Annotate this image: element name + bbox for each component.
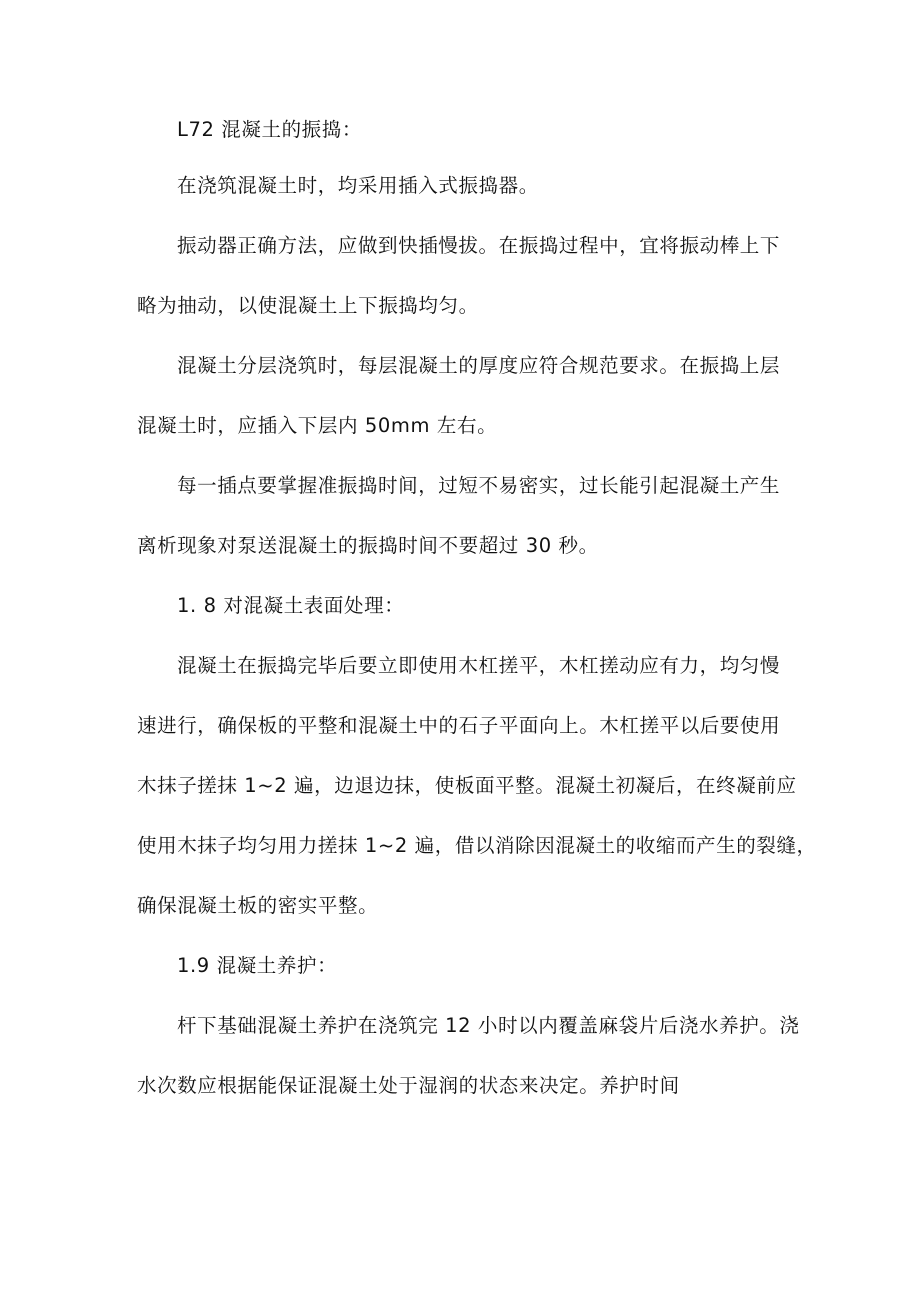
paragraph-line: 振动器正确方法，应做到快插慢拔。在振捣过程中，宜将振动棒上下 <box>177 234 781 257</box>
section-heading-curing: 1.9 混凝土养护： <box>177 954 338 977</box>
paragraph-line: 在浇筑混凝土时，均采用插入式振捣器。 <box>177 174 539 197</box>
paragraph-line: 杆下基础混凝土养护在浇筑完 12 小时以内覆盖麻袋片后浇水养护。浇 <box>177 1014 800 1037</box>
paragraph-line: 离析现象对泵送混凝土的振捣时间不要超过 30 秒。 <box>137 534 599 557</box>
paragraph-line: 速进行，确保板的平整和混凝土中的石子平面向上。木杠搓平以后要使用 <box>137 714 781 737</box>
paragraph-line: 混凝土分层浇筑时，每层混凝土的厚度应符合规范要求。在振捣上层 <box>177 354 781 377</box>
paragraph-line: 每一插点要掌握准振捣时间，过短不易密实，过长能引起混凝土产生 <box>177 474 781 497</box>
paragraph-line: 混凝土时，应插入下层内 50mm 左右。 <box>137 414 498 437</box>
paragraph-line: 木抹子搓抹 1~2 遍，边退边抹，使板面平整。混凝土初凝后，在终凝前应 <box>137 774 797 797</box>
section-heading-vibration: L72 混凝土的振捣： <box>177 118 362 141</box>
paragraph-line: 混凝土在振捣完毕后要立即使用木杠搓平，木杠搓动应有力，均匀慢 <box>177 654 781 677</box>
paragraph-line: 略为抽动，以使混凝土上下振捣均匀。 <box>137 294 479 317</box>
paragraph-line: 水次数应根据能保证混凝土处于湿润的状态来决定。养护时间 <box>137 1074 680 1097</box>
paragraph-line: 确保混凝土板的密实平整。 <box>137 894 379 917</box>
section-heading-surface: 1. 8 对混凝土表面处理： <box>177 594 405 617</box>
paragraph-line: 使用木抹子均匀用力搓抹 1~2 遍，借以消除因混凝土的收缩而产生的裂缝， <box>137 834 817 857</box>
